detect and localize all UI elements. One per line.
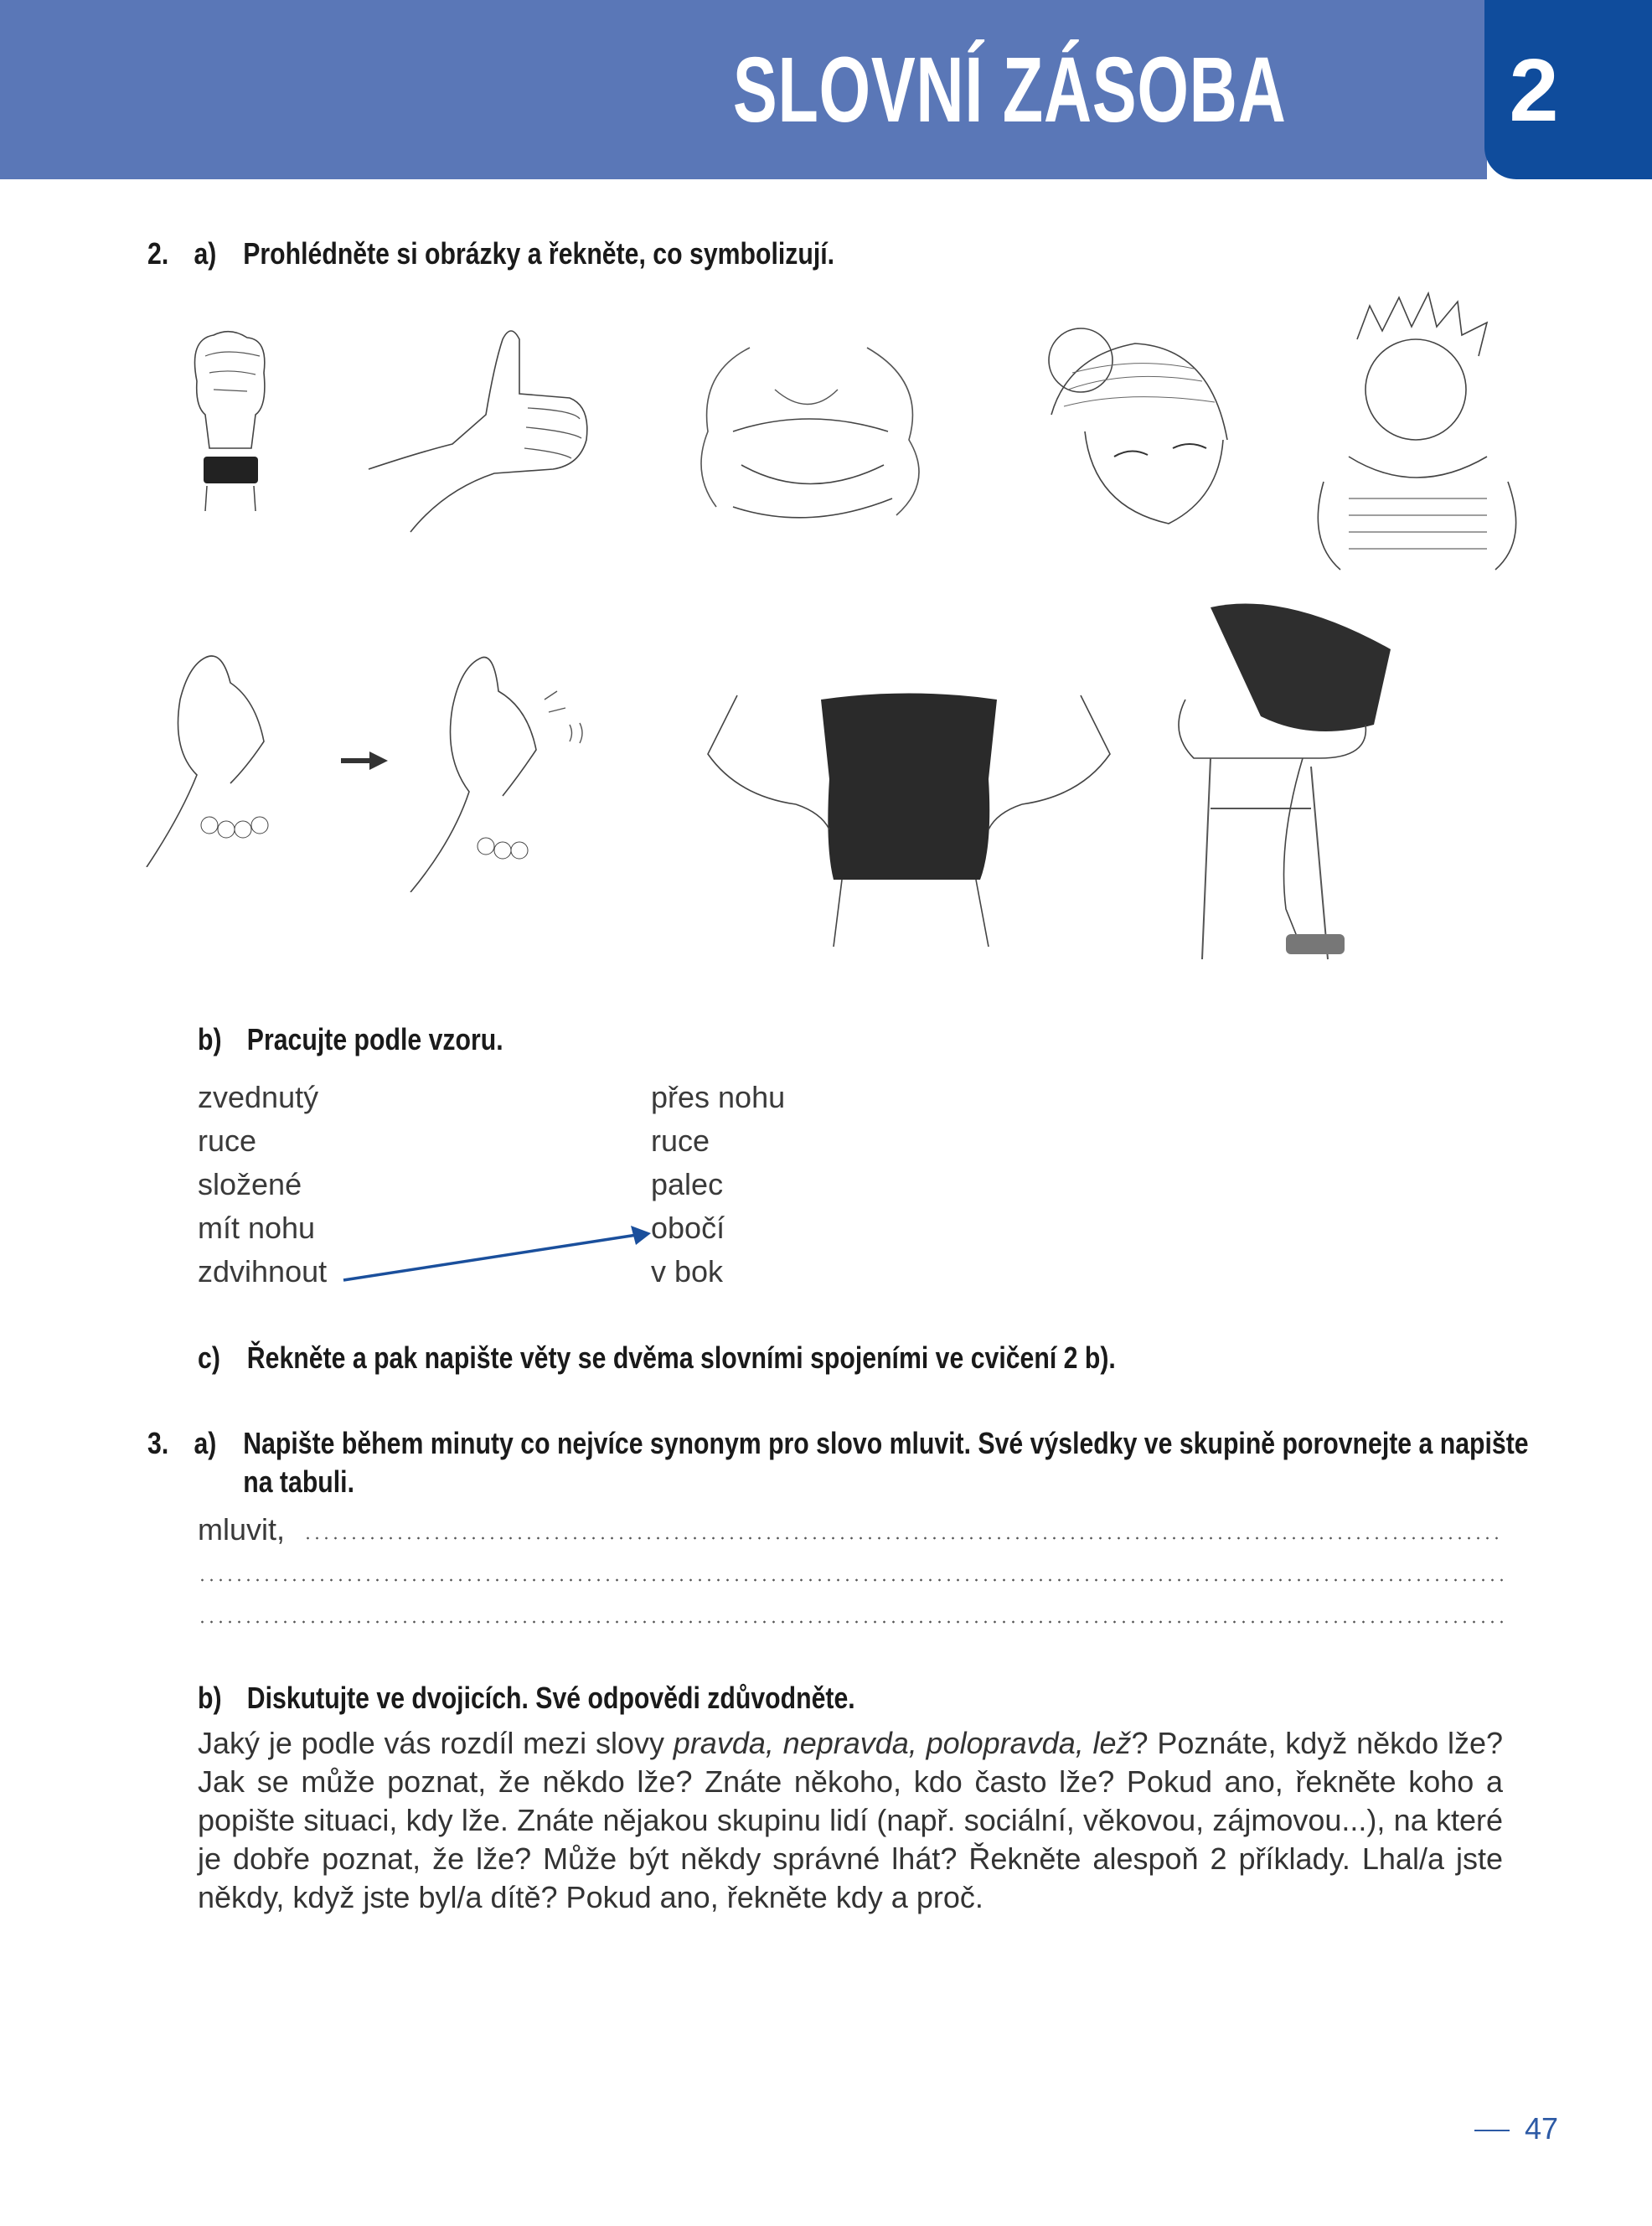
legs-crossed-illustration xyxy=(1160,591,1403,976)
section-title: SLOVNÍ ZÁSOBA xyxy=(732,39,1286,142)
left-word: zvednutý xyxy=(198,1080,319,1114)
exercise-text: Diskutujte ve dvojicích. Své odpovědi zdůvodněte. xyxy=(246,1681,855,1715)
paragraph-rest: ? Poznáte, když někdo lže? Jak se může poznat, že někdo lže? Znáte někoho, kdo často lže? Pokud ano, řekněte koho a popište situaci, kdy lže. Znáte nějakou skupinu lidí (např. sociální, věkovou, zájmovou...), na které je dobře poznat, že lže? Může být někdy správné lhát? Řekněte alespoň 2 příklady. Lhal/a jste někdy, když jste byl/a dítě? Pokud ano, řekněte kdy a proč. xyxy=(198,1726,1504,1914)
right-word: obočí xyxy=(651,1211,725,1245)
left-word: složené xyxy=(198,1167,302,1201)
exercise-2b-instruction xyxy=(198,1020,503,1059)
exercise-letter: a) xyxy=(194,1426,217,1460)
left-word: zdvihnout xyxy=(198,1254,328,1289)
answer-line-prefix: mluvit, xyxy=(198,1512,286,1547)
stressed-person-illustration xyxy=(1290,289,1541,574)
left-word: ruce xyxy=(198,1123,257,1158)
exercise-3b-instruction xyxy=(198,1679,855,1717)
exercise-letter: a) xyxy=(194,236,217,271)
exercise-text: Pracujte podle vzoru. xyxy=(246,1022,503,1056)
page-number-dash xyxy=(1474,2130,1510,2131)
hand-before-snap-illustration xyxy=(138,649,281,867)
raised-eyebrow-illustration xyxy=(1035,323,1236,528)
hand-snapping-illustration xyxy=(402,649,612,892)
exercise-2c-instruction xyxy=(198,1339,1116,1377)
right-word: v bok xyxy=(651,1254,724,1289)
exercise-letter: c) xyxy=(198,1340,220,1375)
header-band xyxy=(0,0,1487,179)
right-word: palec xyxy=(651,1167,724,1201)
paragraph-start: Jaký je podle vás rozdíl mezi slovy xyxy=(198,1726,674,1760)
exercise-text: Prohlédněte si obrázky a řekněte, co symbolizují. xyxy=(243,236,835,271)
answer-line[interactable] xyxy=(198,1620,1503,1624)
exercise-letter: b) xyxy=(198,1681,222,1715)
exercise-text: Napište během minuty co nejvíce synonym pro slovo mluvit. Své výsledky ve skupině porovnejte a napište xyxy=(243,1426,1529,1460)
paragraph-italic-terms: pravda, nepravda, polopravda, lež xyxy=(673,1726,1132,1760)
answer-line[interactable] xyxy=(198,1578,1503,1582)
right-word: ruce xyxy=(651,1123,710,1158)
crossed-arms-illustration xyxy=(683,339,934,545)
exercise-number: 2. xyxy=(147,236,169,271)
right-word: přes nohu xyxy=(651,1080,786,1114)
exercise-number: 3. xyxy=(147,1426,169,1460)
chapter-tab xyxy=(1484,0,1652,179)
thumbs-up-illustration xyxy=(360,314,612,536)
answer-line[interactable] xyxy=(303,1537,1503,1540)
exercise-3a-instruction xyxy=(147,1424,1529,1499)
exercise-2a-instruction xyxy=(147,235,835,273)
hands-on-hips-illustration xyxy=(704,679,1114,947)
exercise-letter: b) xyxy=(198,1022,222,1056)
discussion-paragraph xyxy=(198,1724,1503,1917)
fist-illustration xyxy=(180,323,281,515)
exercise-text: Řekněte a pak napište věty se dvěma slovními spojeními ve cvičení 2 b). xyxy=(246,1340,1116,1375)
page-number xyxy=(1474,2111,1558,2146)
chapter-number: 2 xyxy=(1509,41,1559,140)
page-number-value: 47 xyxy=(1525,2111,1559,2146)
left-word: mít nohu xyxy=(198,1211,316,1245)
arrow-right-icon xyxy=(339,748,390,773)
exercise-text-continued: na tabuli. xyxy=(243,1464,354,1499)
example-connector-arrow xyxy=(339,1223,653,1286)
